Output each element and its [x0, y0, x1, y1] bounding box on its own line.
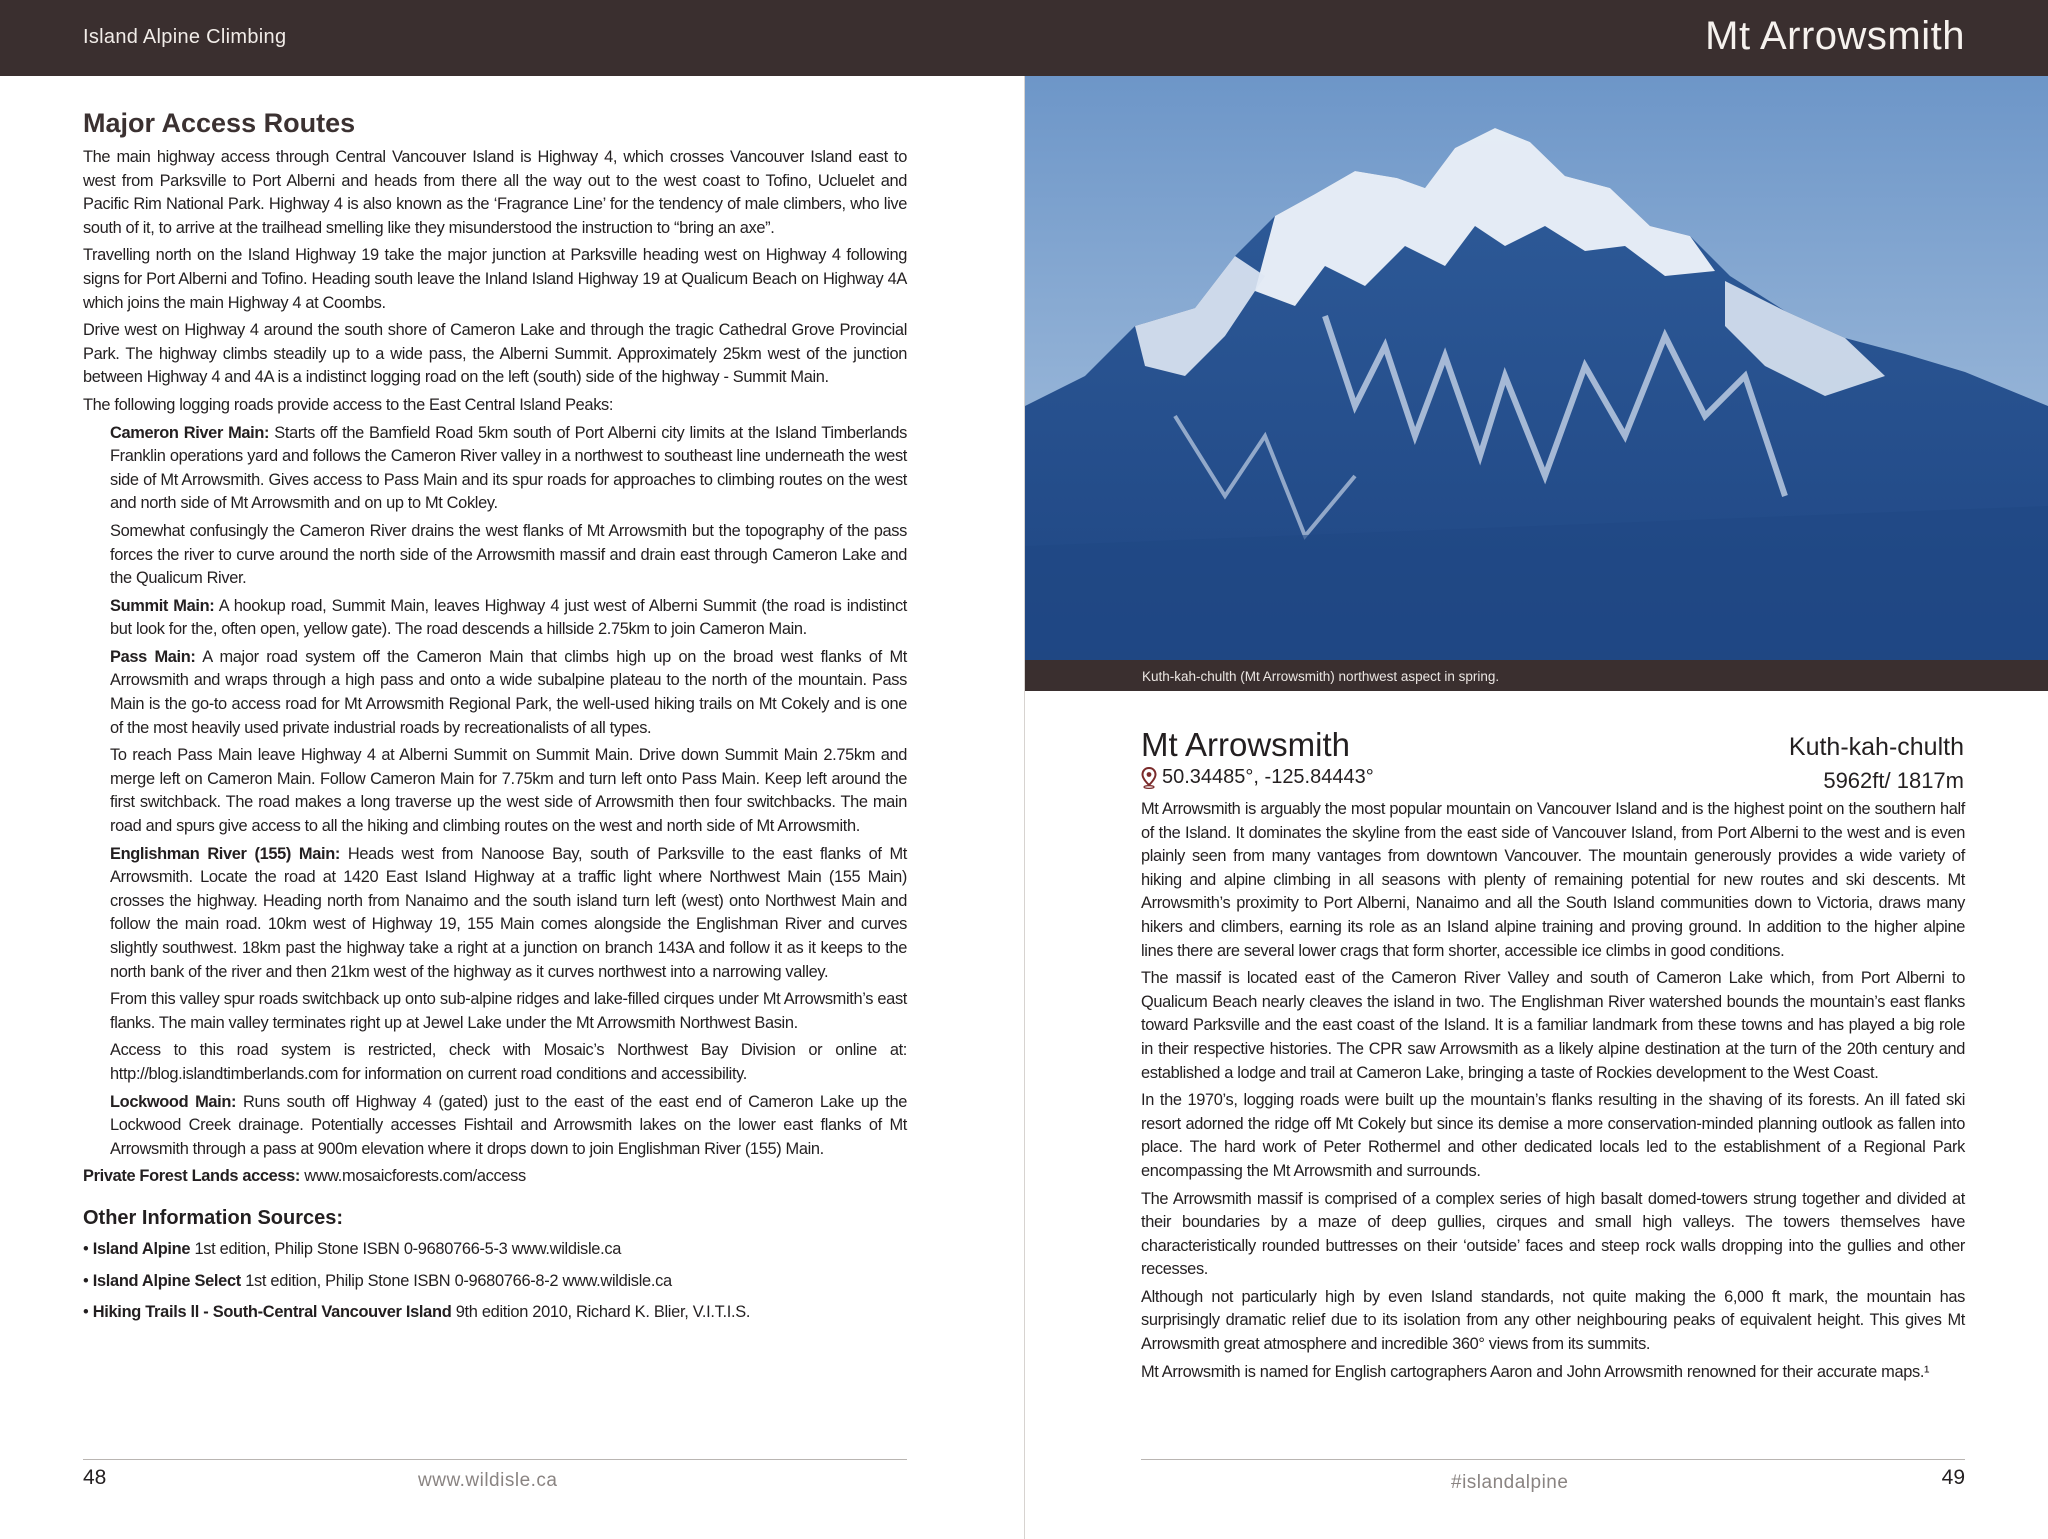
- road-desc: Runs south off Highway 4 (gated) just to the east of the east end of Cameron Lake up the Lockwood Creek drainage. Potentially accesses Fishtail and Arrowsmith lakes on the lower east flanks of Mt Arrowsmith through a pass at 900m elevation where it drops down to join Englishman River (155) Main.: [110, 1092, 907, 1158]
- map-pin-icon: [1141, 767, 1157, 789]
- section-heading: Major Access Routes: [83, 108, 356, 138]
- road-desc: Heads west from Nanoose Bay, south of Parksville to the east flanks of Mt Arrowsmith. Locate the road at 1420 East Island Highway at a traffic light where Northwest Main (155 Main) crosses the highway. Heading north from Nanaimo and the south island turn left (west) onto Northwest Main and follow the main road. 10km west of Highway 19, 155 Main comes alongside the Englishman River and curves slightly southwest. 18km past the highway take a right at a junction on branch 143A and follow it as it keeps to the north bank of the river and then 21km west of the highway as it curves northwest into a narrowing valley.: [110, 844, 907, 981]
- bullet: •: [83, 1271, 93, 1290]
- road-pass: [110, 646, 907, 740]
- paragraph: Travelling north on the Island Highway 19 take the major junction at Parksville heading west on Highway 4 following signs for Port Alberni and Tofino. Heading south leave the Inland Island Highway 19 at Qualicum Beach on Highway 4A which joins the main Highway 4 at Coombs.: [83, 246, 907, 312]
- bullet: •: [83, 1239, 93, 1258]
- footer-hashtag: #islandalpine: [1451, 1472, 1569, 1493]
- paragraph: Mt Arrowsmith is named for English cartographers Aaron and John Arrowsmith renowned for their accurate maps.¹: [1141, 1362, 1930, 1381]
- source-item: [83, 1301, 907, 1325]
- source-detail: 1st edition, Philip Stone ISBN 0-9680766-5-3 www.wildisle.ca: [190, 1239, 622, 1258]
- mountain-illustration: [1025, 76, 2048, 660]
- paragraph: The following logging roads provide access to the East Central Island Peaks:: [83, 395, 614, 414]
- peak-elevation: 5962ft/ 1817m: [1823, 768, 1964, 793]
- paragraph: The Arrowsmith massif is comprised of a complex series of high basalt domed-towers strung together and divided at their boundaries by a maze of deep gullies, cirques and small high valleys. The towers themselves have characteristically rounded buttresses on their ‘outside’ faces and steep rock walls dropping into the gullies and other recesses.: [1141, 1189, 1965, 1279]
- page-number: 49: [1941, 1466, 1965, 1489]
- page-number: 48: [83, 1466, 107, 1489]
- peak-coordinates: [1141, 766, 1374, 789]
- footer-rule: [83, 1459, 907, 1460]
- road-desc: A major road system off the Cameron Main that climbs high up on the broad west flanks of Mt Arrowsmith and wraps through a high pass and onto a wide subalpine plateau to the north of the mountain. Pass Main is the go-to access road for Mt Arrowsmith Regional Park, the well-used hiking trails on Mt Cokely and is one of the most heavily used private industrial roads by recreationalists of all types.: [110, 647, 907, 737]
- chapter-title: Mt Arrowsmith: [1705, 14, 1965, 58]
- paragraph: The massif is located east of the Cameron River Valley and south of Cameron Lake which, from Port Alberni to Qualicum Beach nearly cleaves the island in two. The Englishman River watershed bounds the mountain’s east flanks toward Parksville and the east coast of the Island. It is a familiar landmark from these towns and has played a big role in their respective histories. The CPR saw Arrowsmith as a likely alpine destination at the turn of the 20th century and established a lodge and trail at Cameron Lake, bringing a taste of Rockies development to the West Coast.: [1141, 969, 1965, 1082]
- source-detail: 1st edition, Philip Stone ISBN 0-9680766-8-2 www.wildisle.ca: [240, 1271, 672, 1290]
- photo-caption: Kuth-kah-chulth (Mt Arrowsmith) northwest aspect in spring.: [1142, 669, 1500, 684]
- road-cameron: [110, 422, 907, 516]
- road-note: Somewhat confusingly the Cameron River drains the west flanks of Mt Arrowsmith but the topography of the pass forces the river to curve around the north side of the Arrowsmith massif and drain east through Cameron Lake and the Qualicum River.: [110, 521, 907, 588]
- private-access-label: Private Forest Lands access:: [83, 1167, 301, 1186]
- source-item: [83, 1270, 907, 1294]
- road-title: Englishman River (155) Main:: [110, 844, 340, 863]
- road-desc: A hookup road, Summit Main, leaves Highway 4 just west of Alberni Summit (the road is indistinct but look for the, often open, yellow gate). The road descends a hillside 2.75km to join Cameron Main.: [110, 596, 907, 639]
- road-title: Lockwood Main:: [110, 1092, 237, 1111]
- road-note: Access to this road system is restricted, check with Mosaic’s Northwest Bay Division or online at: http://blog.islandtimberlands.com for information on current road conditions and accessibility.: [110, 1041, 907, 1083]
- peak-name: Mt Arrowsmith: [1141, 726, 1351, 763]
- coordinates-text: 50.34485°, -125.84443°: [1162, 766, 1374, 788]
- peak-native-name: Kuth-kah-chulth: [1788, 733, 1964, 761]
- road-title: Pass Main:: [110, 647, 196, 666]
- left-page-content: [83, 108, 907, 1333]
- source-item: [83, 1238, 907, 1262]
- road-title: Cameron River Main:: [110, 423, 270, 442]
- bullet: •: [83, 1303, 93, 1322]
- paragraph: Drive west on Highway 4 around the south shore of Cameron Lake and through the tragic Cathedral Grove Provincial Park. The highway climbs steadily up to a wide pass, the Alberni Summit. Approximately 25km west of the junction between Highway 4 and 4A is a indistinct logging road on the left (south) side of the highway - Summit Main.: [83, 321, 907, 387]
- footer-url: www.wildisle.ca: [418, 1470, 558, 1491]
- paragraph: Mt Arrowsmith is arguably the most popular mountain on Vancouver Island and is the highest point on the southern half of the Island. It dominates the skyline from the east side of Vancouver Island, from Port Alberni to the west and is even plainly seen from many vantages from downtown Vancouver. The mountain generously provides a wide variety of hiking and alpine climbing in all seasons with plenty of remaining potential for new routes and ski descents. Mt Arrowsmith’s proximity to Port Alberni, Nanaimo and all the South Island communities down to Victoria, draws many hikers and climbers, earning its role as an Island alpine training and proving ground. In addition to the higher alpine lines there are several lower crags that form shorter, accessible ice climbs in good conditions.: [1141, 800, 1965, 960]
- right-page-content: [1141, 798, 1965, 1388]
- mountain-photo: [1025, 76, 2048, 660]
- source-detail: 9th edition 2010, Richard K. Blier, V.I.T.I.S.: [451, 1303, 751, 1322]
- road-summit: [110, 595, 907, 642]
- sources-heading: Other Information Sources:: [83, 1206, 344, 1229]
- private-access-url: www.mosaicforests.com/access: [300, 1167, 526, 1186]
- private-access: [83, 1165, 907, 1189]
- road-englishman: [110, 843, 907, 985]
- paragraph: The main highway access through Central Vancouver Island is Highway 4, which crosses Vancouver Island east to west from Parksville to Port Alberni and heads from there all the way out to the west coast to Tofino, Ucluelet and Pacific Rim National Park. Highway 4 is also known as the ‘Fragrance Line’ for the tendency of male climbers, who live south of it, to arrive at the trailhead smelling like they misunderstood the instruction to “bring an axe”.: [83, 148, 907, 237]
- road-title: Summit Main:: [110, 596, 215, 615]
- source-title: Island Alpine Select: [92, 1271, 241, 1290]
- paragraph: Although not particularly high by even Island standards, not quite making the 6,000 ft mark, the mountain has surprisingly dramatic relief due to its isolation from any other neighbouring peaks of equivalent height. This gives Mt Arrowsmith great atmosphere and incredible 360° views from its summits.: [1141, 1287, 1965, 1354]
- source-title: Island Alpine: [92, 1239, 191, 1258]
- series-title: Island Alpine Climbing: [83, 26, 287, 48]
- road-note: To reach Pass Main leave Highway 4 at Alberni Summit on Summit Main. Drive down Summit Main 2.75km and merge left on Cameron Main. Follow Cameron Main for 7.75km and turn left onto Pass Main. Keep left around the first switchback. The road makes a long traverse up the west side of Arrowsmith then four switchbacks. The main road and spurs give access to all the hiking and climbing routes on the west and north side of Mt Arrowsmith.: [110, 746, 907, 836]
- road-lockwood: [110, 1091, 907, 1162]
- paragraph: In the 1970’s, logging roads were built up the mountain’s flanks resulting in the shaving of its forests. An ill fated ski resort adorned the ridge off Mt Cokely but since its demise a more conservation-minded planning outlook as fallen into place. The hard work of Peter Rothermel and other dedicated locals led to the establishment of a Regional Park encompassing the Mt Arrowsmith and surrounds.: [1141, 1091, 1965, 1180]
- road-note: From this valley spur roads switchback up onto sub-alpine ridges and lake-filled cirques under Mt Arrowsmith’s east flanks. The main valley terminates right up at Jewel Lake under the Mt Arrowsmith Northwest Basin.: [110, 990, 907, 1032]
- footer-rule: [1141, 1459, 1965, 1460]
- source-title: Hiking Trails ll - South-Central Vancouver Island: [92, 1303, 452, 1322]
- road-desc: Starts off the Bamfield Road 5km south of Port Alberni city limits at the Island Timberlands Franklin operations yard and follows the Cameron River valley in a northwest to southeast line underneath the west side of Mt Arrowsmith. Gives access to Pass Main and its spur roads for approaches to climbing routes on the west and north side of Mt Arrowsmith and on up to Mt Cokley.: [110, 423, 908, 513]
